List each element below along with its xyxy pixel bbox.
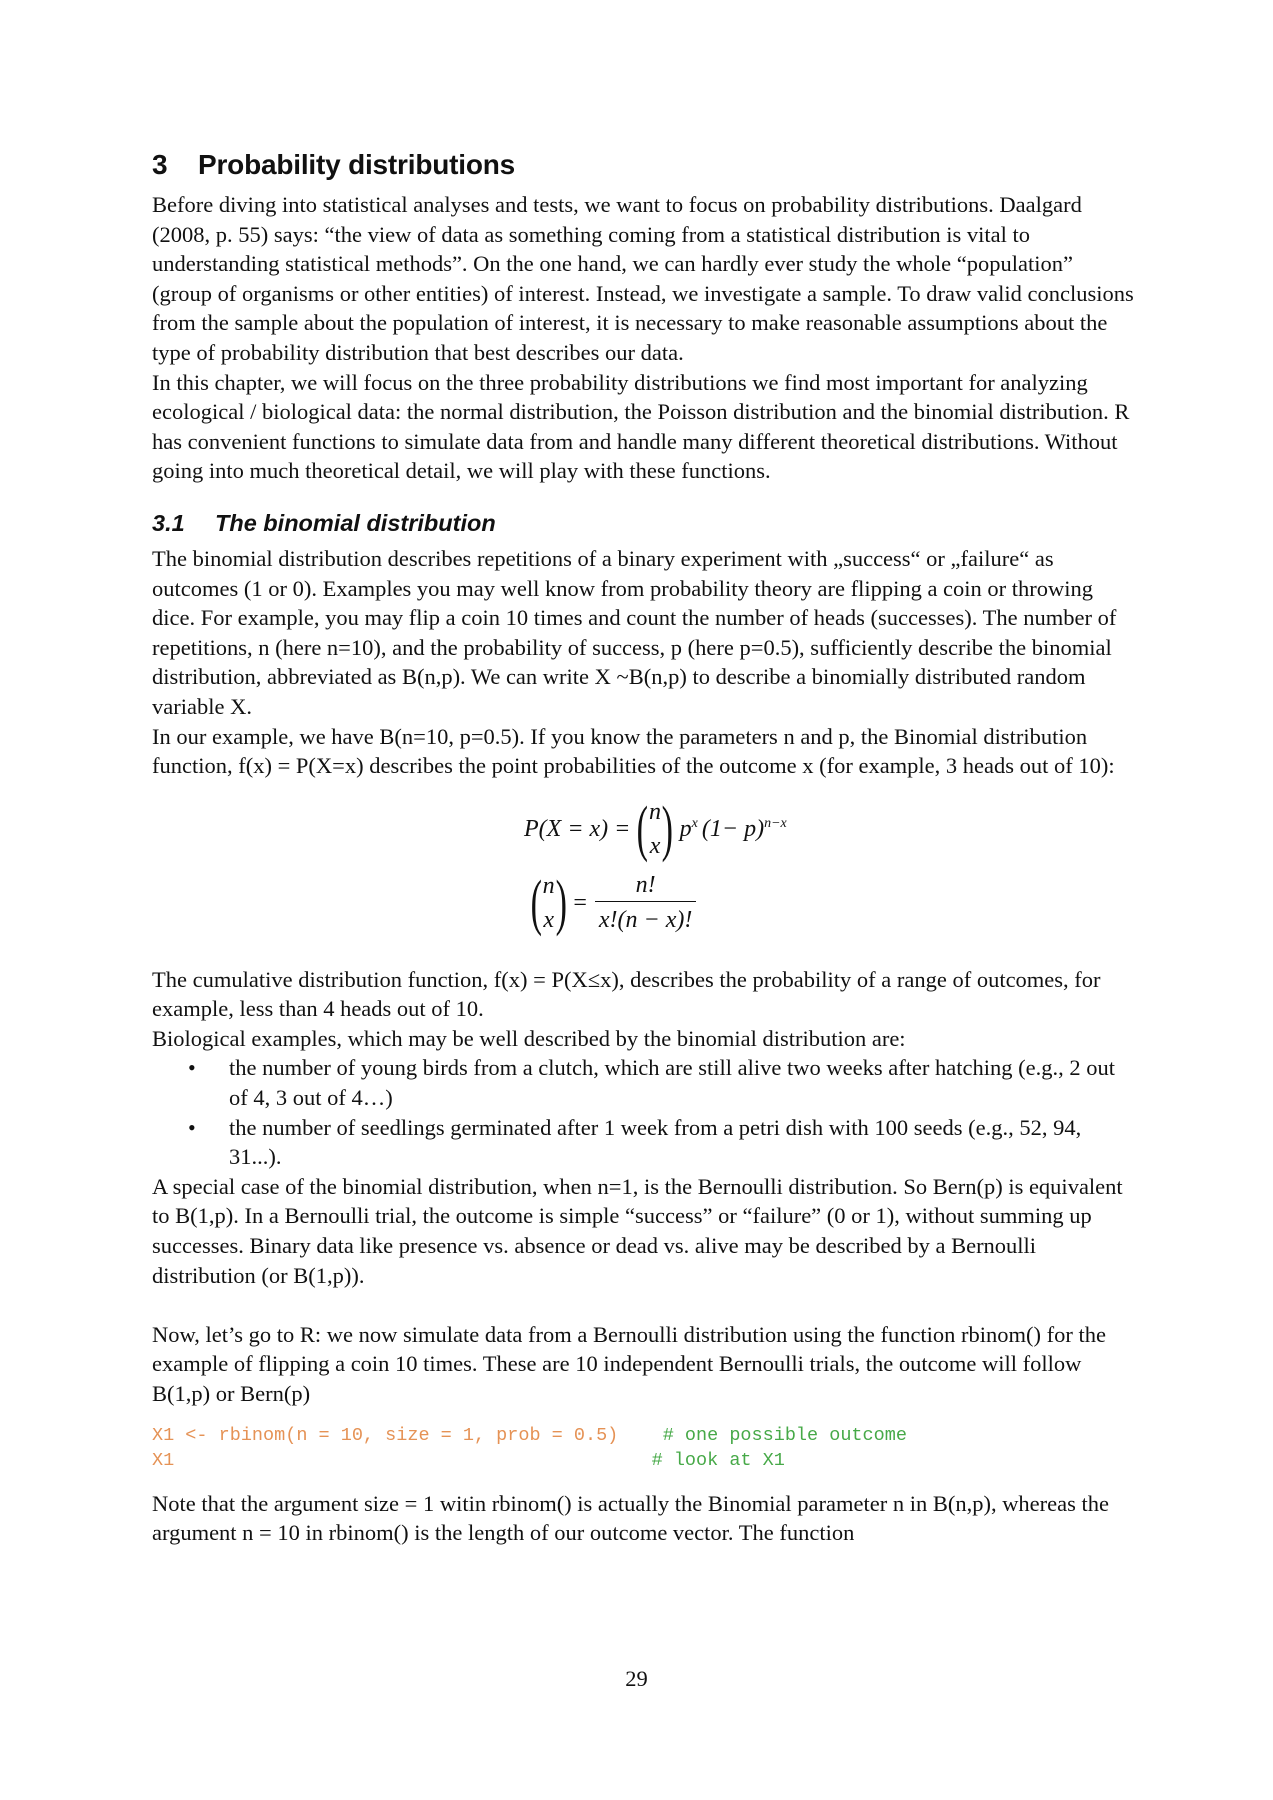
document-page [152,148,1137,1548]
fraction-denominator: x!(n − x)! [595,901,696,932]
cdf-paragraph: The cumulative distribution function, f(x) = P(X≤x), describes the probability of a range of outcomes, for example, less than 4 heads out of 10. [152,966,1101,1022]
binomial-description-paragraph: The binomial distribution describes repetitions of a binary experiment with „success“ or „failure“ as outcomes (1 or 0). Examples you may well know from probability theory are flipping a coin or throwing dice. For example, you may flip a coin 10 times and count the number of heads (successes). The number of repetitions, n (here n=10), and the probability of success, p (here p=0.5), sufficiently describe the binomial distribution, abbreviated as B(n,p). We can write X ~B(n,p) to describe a binomially distributed random variable X. [152,545,1117,719]
fraction-numerator: n! [635,872,656,899]
binom-bottom: x [543,906,554,933]
binomial-coefficient [526,868,571,937]
binomial-coefficient [632,794,677,863]
chapter-intro-paragraph: Before diving into statistical analyses and tests, we want to focus on probability distributions. Daalgard (2008, p. 55) says: “the view of data as something coming from a statistical distribution is vital to understanding statistical methods”. On the one hand, we can hardly ever study the whole “population” (group of organisms or other entities) of interest. Instead, we investigate a sample. To draw valid conclusions from the sample about the population of interest, it is necessary to make reasonable assumptions about the type of probability distribution that best describes our data. [152,192,1134,365]
one-minus-p: $(1- p)^{n-x}$ [701,815,787,842]
pmf-formula [524,795,1137,863]
r-code-block [152,1423,1137,1473]
binomial-example-paragraph: In our example, we have B(n=10, p=0.5). If you know the parameters n and p, the Binomial distribution function, f(x) = P(X=x) describes the point probabilities of the outcome x (for example, 3 heads out of 10): [152,723,1115,779]
list-item: • the number of young birds from a clutch, which are still alive two weeks after hatching (e.g., 2 out of 4, 3 out of 4…) [229,1053,1137,1112]
binom-top: n [649,798,662,825]
list-item: • the number of seedlings germinated after 1 week from a petri dish with 100 seeds (e.g., 52, 94, 31...). [229,1113,1137,1172]
section-heading [152,508,1137,538]
chapter-heading [152,148,1137,182]
chapter-overview-paragraph: In this chapter, we will focus on the three probability distributions we find most important for analyzing ecological / biological data: the normal distribution, the Poisson distribution and the binomial distribution. R has convenient functions to simulate data from and handle many different theoretical distributions. Without going into much theoretical detail, we will play with these functions. [152,369,1130,484]
factorial-fraction [595,873,696,932]
spacer [152,1290,1137,1320]
code-comment: # look at X1 [651,1449,785,1471]
note-paragraph: Note that the argument size = 1 witin rbinom() is actually the Binomial parameter n in B(n,p), whereas the argument n = 10 in rbinom() is the length of our outcome vector. The function [152,1490,1110,1546]
p-power: $p^x$ [679,815,698,842]
chapter-number: 3 [152,149,168,180]
binomial-coefficient-formula [524,863,1137,943]
binomial-formula [524,795,1137,943]
pmf-lhs: P(X = x) = [524,815,631,842]
right-paren: ) [555,868,567,937]
right-paren: ) [661,794,674,863]
equals-sign: = [573,889,587,916]
examples-list [152,1053,1137,1171]
code-comment: # one possible outcome [662,1424,907,1446]
code-line: X1 # look at X1 [152,1449,785,1471]
left-paren: ( [530,868,543,937]
section-title: The binomial distribution [215,509,496,536]
left-paren: ( [637,794,649,863]
code-line: X1 <- rbinom(n = 10, size = 1, prob = 0.5) # one possible outcome [152,1424,907,1446]
binom-bottom: x [649,832,661,859]
binom-top: n [542,872,555,899]
section-number: 3.1 [152,509,185,536]
chapter-title: Probability distributions [198,149,516,180]
r-intro-paragraph: Now, let’s go to R: we now simulate data from a Bernoulli distribution using the function rbinom() for the example of flipping a coin 10 times. These are 10 independent Bernoulli trials, the outcome will follow B(1,p) or Bern(p) [152,1321,1107,1406]
bernoulli-paragraph: A special case of the binomial distribution, when n=1, is the Bernoulli distribution. So Bern(p) is equivalent to B(1,p). In a Bernoulli trial, the outcome is simple “success” or “failure” (0 or 1), without summing up successes. Binary data like presence vs. absence or dead vs. alive may be described by a Bernoulli distribution (or B(1,p)). [152,1173,1123,1288]
biological-examples-intro: Biological examples, which may be well described by the binomial distribution are: [152,1025,906,1051]
page-number: 29 [625,1666,648,1691]
